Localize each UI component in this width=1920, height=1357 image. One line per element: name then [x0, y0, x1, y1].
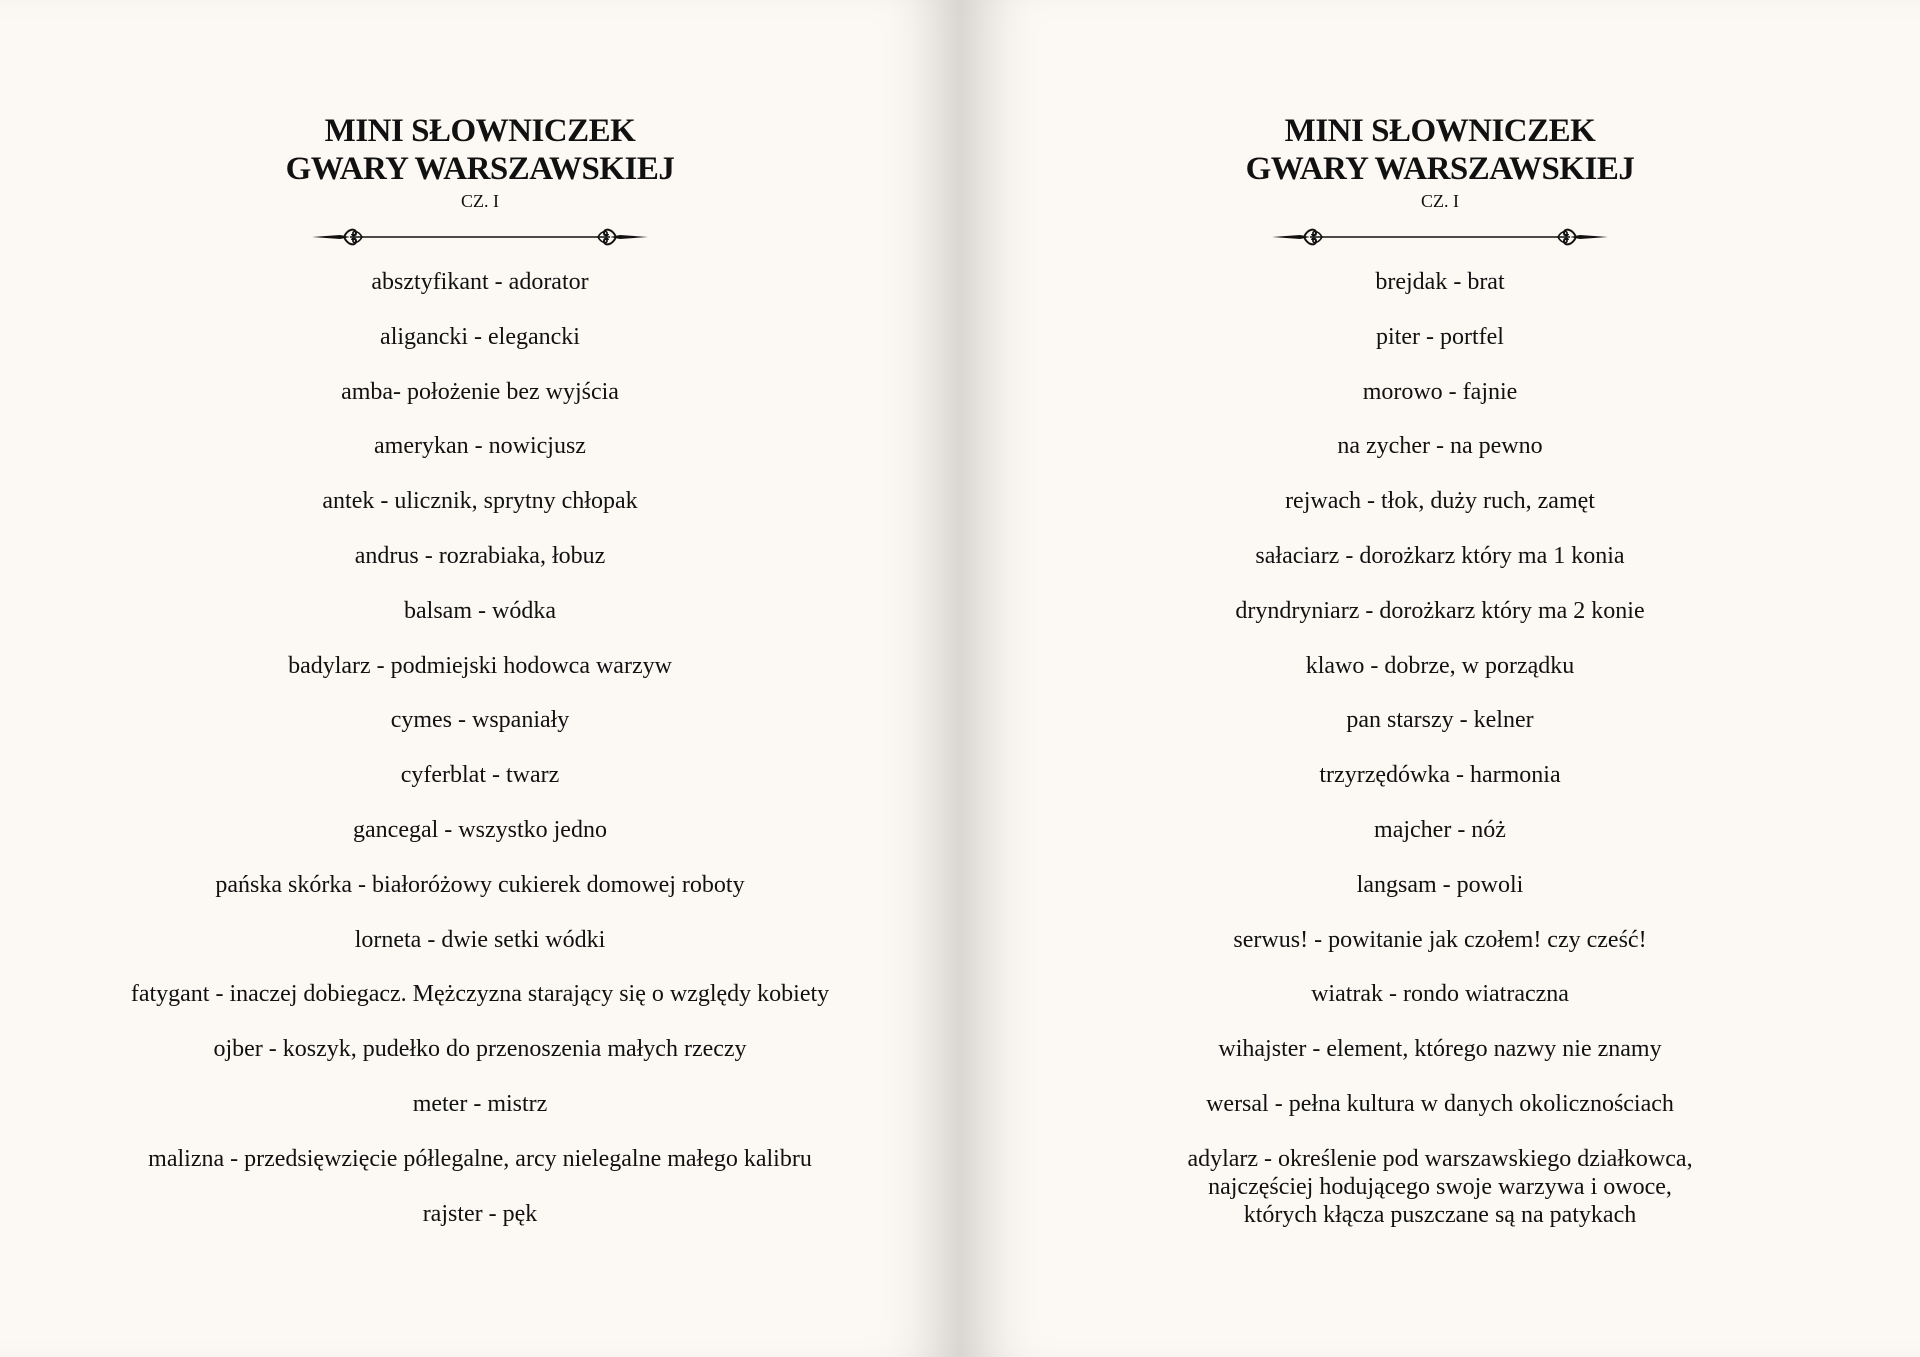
- list-item: fatygant - inaczej dobiegacz. Mężczyzna starający się o względy kobiety: [130, 981, 830, 1008]
- list-item: meter - mistrz: [412, 1090, 548, 1117]
- list-item: wersal - pełna kultura w danych okolicznościach: [1206, 1090, 1674, 1117]
- list-item: lorneta - dwie setki wódki: [354, 926, 606, 953]
- page-subtitle: CZ. I: [461, 191, 499, 211]
- list-item: majcher - nóż: [1374, 816, 1506, 843]
- list-item: balsam - wódka: [404, 597, 556, 624]
- page-title-line1: MINI SŁOWNICZEK: [1284, 113, 1596, 149]
- right-entries-list: [960, 268, 1920, 1256]
- list-item: brejdak - brat: [1375, 269, 1505, 295]
- list-item: rajster - pęk: [422, 1200, 538, 1227]
- list-item: ojber - koszyk, pudełko do przenoszenia małych rzeczy: [213, 1036, 747, 1063]
- list-item: rejwach - tłok, duży ruch, zamęt: [1285, 488, 1595, 515]
- left-page-header: [0, 112, 960, 250]
- list-item: amerykan - nowicjusz: [374, 433, 586, 460]
- list-item: morowo - fajnie: [1362, 378, 1518, 405]
- list-item: dryndryniarz - dorożkarz który ma 2 konie: [1235, 597, 1645, 624]
- entry-line: adylarz - określenie pod warszawskiego działkowca,: [1187, 1145, 1693, 1172]
- list-item: sałaciarz - dorożkarz który ma 1 konia: [1255, 542, 1625, 569]
- list-item-multiline: [960, 1145, 1920, 1229]
- list-item: cymes - wspaniały: [390, 707, 570, 734]
- list-item: malizna - przedsięwzięcie półlegalne, arcy nielegalne małego kalibru: [148, 1145, 812, 1172]
- page-title-line2: GWARY WARSZAWSKIEJ: [1245, 151, 1635, 187]
- list-item: cyferblat - twarz: [400, 762, 560, 789]
- list-item: wiatrak - rondo wiatraczna: [1311, 981, 1569, 1008]
- right-page-header: [960, 112, 1920, 250]
- list-item: pan starszy - kelner: [1346, 707, 1534, 734]
- page-subtitle: CZ. I: [1421, 191, 1459, 211]
- list-item: absztyfikant - adorator: [371, 269, 589, 295]
- entry-line: najczęściej hodującego swoje warzywa i owoce,: [1208, 1173, 1672, 1200]
- list-item: pańska skórka - białoróżowy cukierek domowej roboty: [215, 871, 745, 898]
- page-title-line1: MINI SŁOWNICZEK: [324, 113, 636, 149]
- list-item: andrus - rozrabiaka, łobuz: [354, 542, 606, 569]
- list-item: serwus! - powitanie jak czołem! czy cześć!: [1233, 926, 1647, 953]
- list-item: wihajster - element, którego nazwy nie znamy: [1218, 1036, 1662, 1063]
- list-item: badylarz - podmiejski hodowca warzyw: [288, 652, 672, 679]
- page-title-line2: GWARY WARSZAWSKIEJ: [285, 151, 675, 187]
- entry-line: których kłącza puszczane są na patykach: [1243, 1201, 1637, 1228]
- flourish-divider-icon: [1270, 224, 1610, 250]
- list-item: aligancki - elegancki: [380, 323, 580, 350]
- list-item: antek - ulicznik, sprytny chłopak: [322, 488, 638, 515]
- list-item: gancegal - wszystko jedno: [353, 816, 607, 843]
- list-item: na zycher - na pewno: [1337, 433, 1543, 460]
- list-item: klawo - dobrze, w porządku: [1305, 652, 1575, 679]
- list-item: amba- położenie bez wyjścia: [341, 378, 619, 405]
- list-item: trzyrzędówka - harmonia: [1319, 762, 1561, 789]
- flourish-divider-icon: [310, 224, 650, 250]
- left-entries-list: [0, 268, 960, 1254]
- list-item: piter - portfel: [1376, 323, 1504, 350]
- list-item: langsam - powoli: [1356, 871, 1524, 898]
- right-page: [960, 0, 1920, 1357]
